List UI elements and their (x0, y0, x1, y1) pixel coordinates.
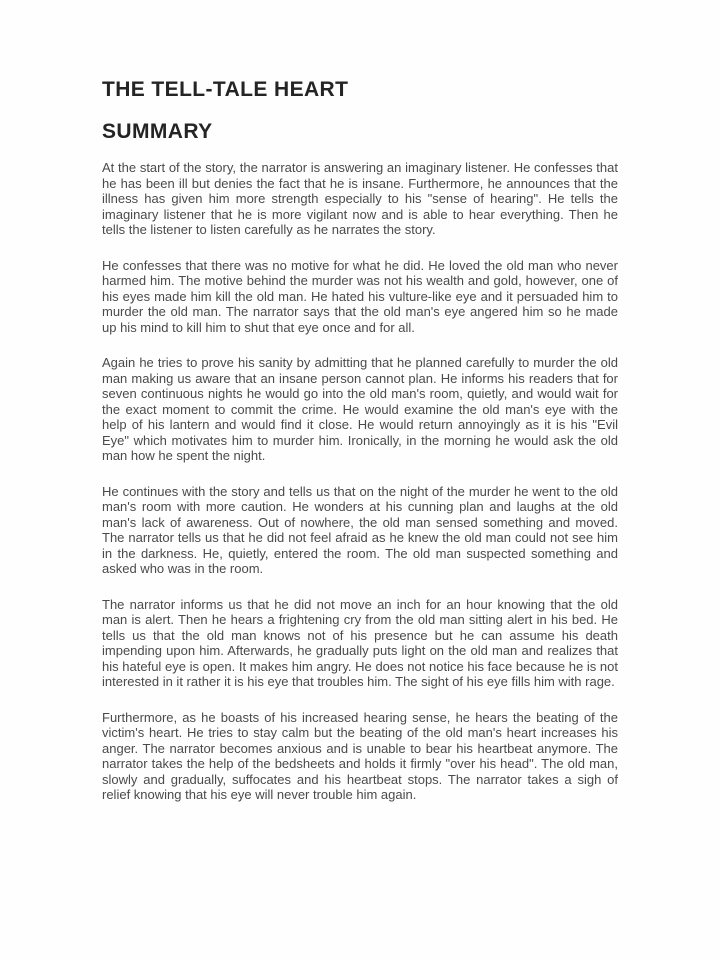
section-heading-summary: SUMMARY (102, 120, 213, 144)
summary-paragraph-4: He continues with the story and tells us that on the night of the murder he went to the old man's room with more caution. He wonders at his cunning plan and laughs at the old man's lack of awareness. Out of nowhere, the old man sensed something and moved. The narrator tells us that he did not feel afraid as he knew the old man could not see him in the darkness. He, quietly, entered the room. The old man suspected something and asked who was in the room. (102, 483, 618, 577)
summary-paragraph-3: Again he tries to prove his sanity by admitting that he planned carefully to murder the old man making us aware that an insane person cannot plan. He informs his readers that for seven continuous nights he would go into the old man's room, quietly, and would wait for the exact moment to commit the crime. He would examine the old man's eye with the help of his lantern and would find it close. He would return annoyingly as it is his "Evil Eye" which motivates him to murder him. Ironically, in the morning he would ask the old man how he spent the night. (102, 355, 618, 464)
document-content (102, 78, 618, 823)
document-title: THE TELL-TALE HEART (102, 78, 349, 101)
summary-paragraph-1: At the start of the story, the narrator is answering an imaginary listener. He confesses that he has been ill but denies the fact that he is insane. Furthermore, he announces that the illness has given him more strength especially to his "sense of hearing". He tells the imaginary listener that he is more vigilant now and is able to hear everything. Then he tells the listener to listen carefully as he narrates the story. (102, 160, 618, 238)
summary-paragraph-5: The narrator informs us that he did not move an inch for an hour knowing that the old man is alert. Then he hears a frightening cry from the old man sitting alert in his bed. He tells us that the old man knows not of his presence but he can assume his death impending upon him. Afterwards, he gradually puts light on the old man and realizes that his hateful eye is open. It makes him angry. He does not notice his face because he is not interested in it rather it is his eye that troubles him. The sight of his eye fills him with rage. (102, 596, 618, 690)
summary-paragraph-2: He confesses that there was no motive for what he did. He loved the old man who never harmed him. The motive behind the murder was not his wealth and gold, however, one of his eyes made him kill the old man. He hated his vulture-like eye and it persuaded him to murder the old man. The narrator says that the old man's eye angered him so he made up his mind to kill him to shut that eye once and for all. (102, 257, 618, 335)
summary-paragraph-6: Furthermore, as he boasts of his increased hearing sense, he hears the beating of the victim's heart. He tries to stay calm but the beating of the old man's heart increases his anger. The narrator becomes anxious and is unable to bear his heartbeat anymore. The narrator takes the help of the bedsheets and holds it firmly "over his head". The old man, slowly and gradually, suffocates and his heartbeat stops. The narrator takes a sigh of relief knowing that his eye will never trouble him again. (102, 709, 618, 803)
